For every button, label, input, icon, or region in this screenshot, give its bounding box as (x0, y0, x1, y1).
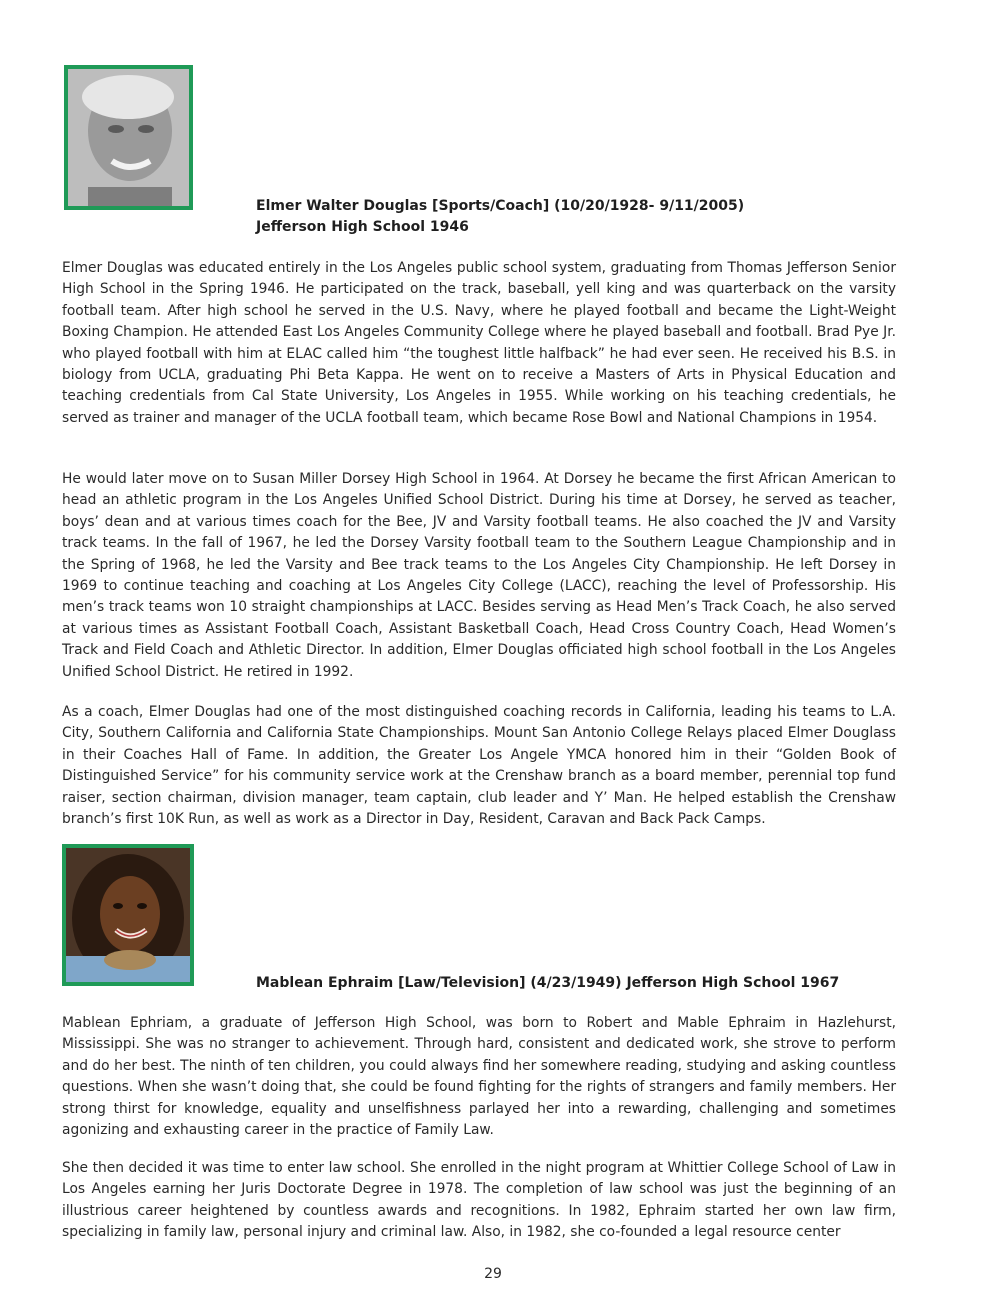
elmer-douglas-photo (64, 65, 193, 210)
entry-1-name-line: Elmer Walter Douglas [Sports/Coach] (10/20/1928- 9/11/2005) (256, 198, 745, 214)
entry-2-paragraph-2: She then decided it was time to enter law school. She enrolled in the night program at Whittier College School of Law in Los Angeles earning her Juris Doctorate Degree in 1978. The completion of law school was just the beginning of an illustrious career heightened by countless awards and recognitions. In 1982, Ephraim started her own law firm, specializing in family law, personal injury and criminal law. Also, in 1982, she co-founded a legal resource center (62, 1160, 896, 1241)
page-number: 29 (484, 1266, 502, 1282)
entry-1-heading (256, 196, 744, 238)
entry-1-paragraph-3: As a coach, Elmer Douglas had one of the most distinguished coaching records in California, leading his teams to L.A. City, Southern California and California State Championships. Mount San Antonio College Relays placed Elmer Douglass in their Coaches Hall of Fame. In addition, the Greater Los Angele YMCA honored him in their “Golden Book of Distinguished Service” for his community service work at the Crenshaw branch as a board member, perennial top fund raiser, section chairman, division manager, team captain, club leader and Y’ Man. He helped establish the Crenshaw branch’s first 10K Run, as well as work as a Director in Day, Resident, Caravan and Back Pack Camps. (62, 704, 896, 828)
entry-1-paragraph-1: Elmer Douglas was educated entirely in the Los Angeles public school system, graduating from Thomas Jefferson Senior High School in the Spring 1946. He participated on the track, baseball, yell king and was quarterback on the varsity football team. After high school he served in the U.S. Navy, where he played football and became the Light-Weight Boxing Champion. He attended East Los Angeles Community College where he played baseball and football. Brad Pye Jr. who played football with him at ELAC called him “the toughest little halfback” he had ever seen. He received his B.S. in biology from UCLA, graduating Phi Beta Kappa. He went on to receive a Masters of Arts in Physical Education and teaching credentials from Cal State University, Los Angeles in 1955. While working on his teaching credentials, he served as trainer and manager of the UCLA football team, which became Rose Bowl and National Champions in 1954. (62, 260, 896, 426)
entry-1-school-line: Jefferson High School 1946 (256, 219, 469, 235)
mablean-ephraim-photo (62, 844, 194, 986)
entry-1-paragraph-2: He would later move on to Susan Miller Dorsey High School in 1964. At Dorsey he became the first African American to head an athletic program in the Los Angeles Unified School District. During his time at Dorsey, he served as teacher, boys’ dean and at various times coach for the Bee, JV and Varsity football teams. He also coached the JV and Varsity track teams. In the fall of 1967, he led the Dorsey Varsity football team to the Southern League Championship and in the Spring of 1968, he led the Varsity and Bee track teams to the Los Angeles City Championship. He left Dorsey in 1969 to continue teaching and coaching at Los Angeles City College (LACC), reaching the level of Professorship. His men’s track teams won 10 straight championships at LACC. Besides serving as Head Men’s Track Coach, he also served at various times as Assistant Football Coach, Assistant Basketball Coach, Head Cross Country Coach, Head Women’s Track and Field Coach and Athletic Director. In addition, Elmer Douglas officiated high school football in the Los Angeles Unified School District. He retired in 1992. (62, 471, 896, 680)
entry-2-heading (256, 973, 839, 994)
entry-2-paragraph-1: Mablean Ephriam, a graduate of Jefferson High School, was born to Robert and Mable Ephraim in Hazlehurst, Mississippi. She was no stranger to achievement. Through hard, consistent and dedicated work, she strove to perform and do her best. The ninth of ten children, you could always find her somewhere reading, studying and asking countless questions. When she wasn’t doing that, she could be found fighting for the rights of strangers and family members. Her strong thirst for knowledge, equality and unselfishness parlayed her into a rewarding, challenging and sometimes agonizing and exhausting career in the practice of Family Law. (62, 1015, 896, 1139)
entry-2-name-line: Mablean Ephraim [Law/Television] (4/23/1949) Jefferson High School 1967 (256, 975, 840, 991)
